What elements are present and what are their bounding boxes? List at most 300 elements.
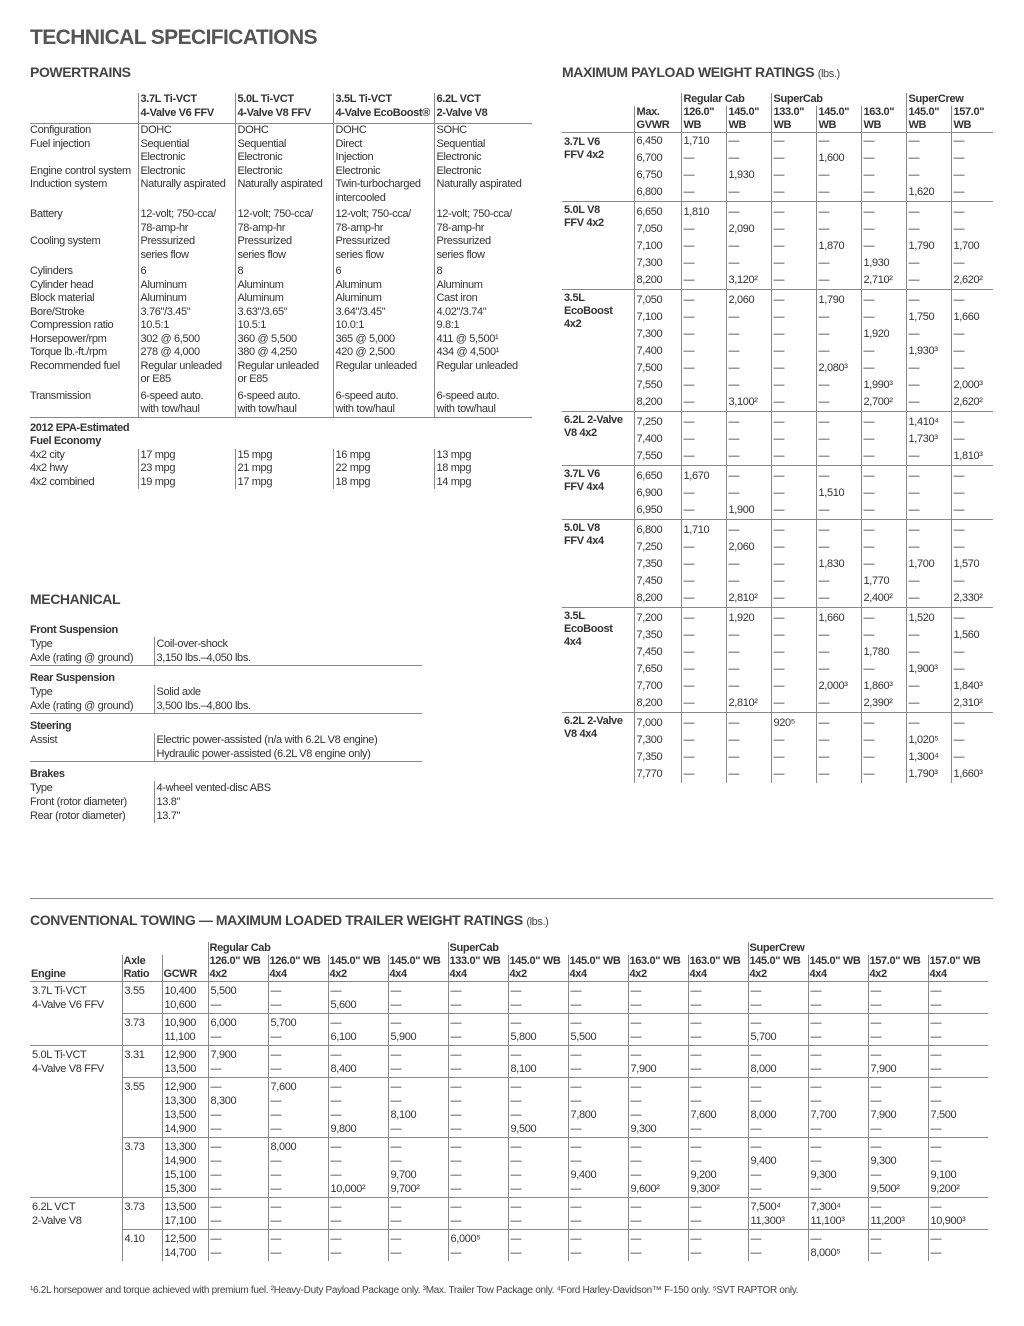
spec-value-line: with tow/haul: [140, 403, 200, 415]
payload-value: —: [771, 255, 816, 272]
mechanical-row: [30, 733, 422, 762]
spec-value-line: Cast iron: [436, 292, 478, 304]
spec-value-line: 12-volt; 750-cca/: [140, 208, 216, 220]
spec-row: [30, 346, 532, 360]
towing-value-line: 7,800: [570, 1109, 597, 1121]
towing-value: [808, 1198, 868, 1230]
payload-value: 2,000³: [816, 678, 861, 695]
towing-value-line: —: [750, 1081, 762, 1093]
payload-row: [562, 466, 993, 486]
payload-value: —: [951, 184, 993, 202]
towing-value-line: —: [270, 1215, 282, 1227]
payload-blank-header: [562, 93, 634, 106]
spec-value-line: DOHC: [237, 124, 269, 136]
payload-value: —: [771, 343, 816, 360]
towing-value-line: —: [390, 1063, 402, 1075]
payload-gvwr: 6,650: [634, 466, 681, 486]
towing-column-header: [628, 955, 688, 982]
spec-value: [434, 138, 532, 165]
towing-value-line: —: [390, 1155, 402, 1167]
spec-value: [138, 306, 235, 320]
towing-value: [448, 1014, 508, 1046]
payload-engine: [562, 412, 634, 466]
towing-value-line: —: [930, 1141, 942, 1153]
towing-value: [688, 1198, 748, 1230]
towing-value-line: —: [270, 1155, 282, 1167]
payload-value: —: [906, 502, 951, 520]
payload-engine-line: FFV 4x4: [564, 535, 604, 547]
payload-engine-line: 6.2L 2-Valve: [564, 715, 623, 727]
payload-value: —: [816, 377, 861, 394]
mechanical-table: [30, 618, 422, 823]
towing-value-line: —: [510, 1215, 522, 1227]
payload-column-header-line: WB: [728, 119, 747, 131]
towing-axle-header-line: Ratio: [123, 968, 150, 980]
payload-row: [562, 520, 993, 540]
payload-value: —: [726, 520, 771, 540]
towing-value-line: —: [930, 1063, 942, 1075]
spec-value: [434, 390, 532, 418]
payload-value: —: [681, 556, 726, 573]
towing-value-line: —: [630, 1233, 642, 1245]
payload-value: —: [771, 448, 816, 466]
payload-value: 1,780: [861, 644, 906, 661]
spec-label: Horsepower/rpm: [30, 332, 107, 345]
payload-value: 1,750: [906, 309, 951, 326]
payload-value: —: [951, 502, 993, 520]
payload-gvwr-header-line: GVWR: [636, 119, 670, 131]
payload-cab-group: SuperCrew: [906, 93, 993, 106]
spec-row: [30, 319, 532, 333]
towing-blank-header: [30, 942, 122, 955]
payload-value: 920⁵: [771, 713, 816, 733]
payload-value: —: [771, 326, 816, 343]
towing-value-line: —: [270, 1095, 282, 1107]
towing-value-line: —: [390, 1247, 402, 1259]
engine-header-line: 4-Valve V6 FFV: [140, 106, 214, 119]
towing-value: [928, 1046, 988, 1078]
payload-value: —: [816, 448, 861, 466]
towing-engine: [30, 982, 122, 1046]
spec-value-line: Electronic: [436, 151, 482, 163]
payload-value: 3,100²: [726, 394, 771, 412]
towing-value: [748, 1078, 808, 1138]
payload-value: 1,710: [681, 520, 726, 540]
mechanical-label: Front (rotor diameter): [30, 796, 127, 808]
towing-value: [208, 1014, 268, 1046]
payload-gvwr: 8,200: [634, 590, 681, 608]
spec-value-line: Pressurized: [436, 235, 491, 247]
towing-value-line: —: [210, 1081, 222, 1093]
payload-column-header-line: WB: [953, 119, 972, 131]
towing-value-line: 9,500: [510, 1123, 537, 1135]
spec-value-line: 78-amp-hr: [335, 221, 384, 234]
payload-value: —: [816, 627, 861, 644]
towing-value-line: —: [930, 1031, 942, 1043]
payload-value: —: [726, 360, 771, 377]
spec-value: [333, 306, 434, 320]
payload-gvwr: 7,300: [634, 732, 681, 749]
towing-column-header-line: 145.0" WB: [329, 955, 381, 967]
payload-engine: [562, 202, 634, 290]
payload-value: —: [861, 133, 906, 151]
mechanical-group-row: [30, 762, 422, 782]
payload-value: 1,810³: [951, 448, 993, 466]
towing-value: [388, 1138, 448, 1198]
spec-value: [235, 208, 333, 235]
towing-column-header-line: 4x4: [569, 968, 587, 980]
towing-column-header-line: 145.0" WB: [809, 955, 861, 967]
payload-column-header-line: WB: [773, 119, 792, 131]
towing-value-line: —: [510, 999, 522, 1011]
payload-gvwr: 7,300: [634, 326, 681, 343]
towing-value-line: 7,900: [870, 1109, 897, 1121]
spec-value: [434, 306, 532, 320]
payload-value: —: [906, 255, 951, 272]
towing-column-header-line: 4x2: [209, 968, 227, 980]
spec-value: [235, 178, 333, 208]
powertrains-heading: POWERTRAINS: [30, 64, 131, 80]
towing-value-line: —: [270, 1183, 282, 1195]
spec-value: [235, 390, 333, 418]
towing-value-line: —: [270, 1063, 282, 1075]
payload-column-header: [726, 106, 771, 133]
payload-value: —: [726, 766, 771, 783]
towing-engine-line: 2-Valve V8: [32, 1215, 82, 1227]
payload-value: —: [681, 448, 726, 466]
payload-value: —: [906, 485, 951, 502]
towing-value-line: —: [810, 1081, 822, 1093]
mechanical-label: Axle (rating @ ground): [30, 700, 134, 712]
spec-value: [333, 390, 434, 418]
towing-value-line: —: [690, 1123, 702, 1135]
towing-value-line: —: [570, 1247, 582, 1259]
payload-value: —: [861, 502, 906, 520]
payload-value: —: [906, 377, 951, 394]
towing-value-line: —: [930, 1123, 942, 1135]
towing-gcwr-header: GCWR: [162, 955, 208, 982]
towing-value-line: —: [930, 1017, 942, 1029]
towing-gcwr-value: 14,900: [164, 1155, 197, 1167]
towing-gcwr-value: 14,700: [164, 1247, 197, 1259]
towing-value-line: —: [390, 1049, 402, 1061]
payload-value: —: [816, 644, 861, 661]
payload-gvwr: 8,200: [634, 394, 681, 412]
towing-value-line: —: [510, 1155, 522, 1167]
payload-value: —: [681, 627, 726, 644]
spec-value-line: Aluminum: [436, 278, 483, 291]
towing-value: [508, 982, 568, 1014]
towing-column-header-row: [30, 955, 988, 982]
mechanical-value-line: 4-wheel vented-disc ABS: [156, 782, 271, 794]
payload-value: 1,300⁴: [906, 749, 951, 766]
towing-value-line: —: [450, 1081, 462, 1093]
spec-value: [434, 235, 532, 265]
towing-gcwr: [162, 1078, 208, 1138]
payload-value: —: [771, 644, 816, 661]
towing-value-line: —: [390, 985, 402, 997]
spec-value-line: Twin-turbocharged: [335, 178, 421, 190]
payload-column-header: [816, 106, 861, 133]
towing-value: [208, 1198, 268, 1230]
spec-value-line: Aluminum: [335, 292, 382, 304]
payload-value: —: [951, 749, 993, 766]
payload-value: —: [861, 539, 906, 556]
spec-value-line: or E85: [140, 373, 171, 385]
towing-value: [628, 1138, 688, 1198]
spec-value-line: Electronic: [237, 151, 283, 163]
towing-row: [30, 1046, 988, 1078]
spec-value-line: 3.76"/3.45": [140, 305, 191, 318]
fuel-economy-heading-line: 2012 EPA-Estimated: [30, 421, 130, 434]
towing-value-line: 5,800: [510, 1031, 537, 1043]
spec-value: [434, 265, 532, 279]
spec-value-line: intercooled: [335, 191, 386, 204]
towing-column-header-line: 157.0" WB: [929, 955, 981, 967]
payload-value: —: [816, 221, 861, 238]
payload-value: —: [861, 150, 906, 167]
spec-row: [30, 124, 532, 138]
spec-value-line: Regular unleaded: [237, 359, 319, 372]
towing-value-line: —: [570, 1155, 582, 1167]
towing-value-line: —: [570, 1123, 582, 1135]
payload-value: —: [771, 360, 816, 377]
spec-value-line: Aluminum: [237, 278, 284, 291]
payload-value: —: [771, 184, 816, 202]
towing-value-line: —: [330, 1109, 342, 1121]
spec-value: [333, 124, 434, 138]
towing-value-line: —: [510, 1233, 522, 1245]
payload-column-header-line: WB: [818, 119, 837, 131]
towing-value: [928, 982, 988, 1014]
towing-value: [328, 1198, 388, 1230]
payload-value: —: [951, 221, 993, 238]
towing-value-line: —: [450, 1215, 462, 1227]
payload-gvwr: 7,770: [634, 766, 681, 783]
payload-value: —: [951, 520, 993, 540]
payload-value: —: [861, 238, 906, 255]
towing-value-line: 8,000⁵: [810, 1247, 841, 1259]
payload-value: —: [681, 326, 726, 343]
spec-value-line: Regular unleaded: [436, 359, 518, 372]
towing-value-line: —: [450, 1169, 462, 1181]
towing-value-line: 9,100: [930, 1169, 957, 1181]
towing-value: [328, 1230, 388, 1262]
payload-value: —: [951, 573, 993, 590]
towing-axle-ratio: 3.55: [122, 1078, 162, 1138]
payload-column-header-line: WB: [908, 119, 927, 131]
spec-value-line: 9.8:1: [436, 319, 460, 331]
towing-value: [568, 1230, 628, 1262]
payload-value: 2,310²: [951, 695, 993, 713]
spec-value-line: Electronic: [335, 164, 381, 177]
mechanical-value: [154, 699, 422, 714]
payload-column-header-line: 163.0": [863, 106, 895, 118]
payload-value: —: [726, 556, 771, 573]
fuel-economy-heading-row: [30, 417, 532, 449]
towing-value: [868, 982, 928, 1014]
towing-value-line: —: [810, 1123, 822, 1135]
fuel-economy-row: [30, 449, 532, 490]
towing-value: [928, 1078, 988, 1138]
payload-value: 2,810²: [726, 695, 771, 713]
towing-value-line: —: [930, 999, 942, 1011]
spec-value-line: with tow/haul: [335, 403, 395, 415]
towing-value-line: 9,400: [570, 1169, 597, 1181]
towing-value-line: —: [390, 1201, 402, 1213]
payload-value: —: [816, 272, 861, 290]
towing-value-line: 11,100³: [810, 1215, 845, 1227]
payload-value: —: [861, 661, 906, 678]
payload-value: —: [681, 290, 726, 310]
payload-value: —: [816, 412, 861, 432]
towing-value: [268, 1046, 328, 1078]
towing-value-line: —: [630, 1247, 642, 1259]
towing-value-line: 7,500: [930, 1109, 957, 1121]
towing-value-line: —: [390, 1233, 402, 1245]
payload-value: —: [906, 167, 951, 184]
footnote: ¹6.2L horsepower and torque achieved with premium fuel. ²Heavy-Duty Payload Package only. ³Max. Trailer Tow Package only. ⁴Ford Harley-Davidson™ F-150 only. ⁵SVT RAPTOR only.: [30, 1285, 799, 1296]
spec-value: [235, 279, 333, 293]
payload-gvwr: 7,250: [634, 412, 681, 432]
towing-gcwr-value: 17,100: [164, 1215, 197, 1227]
spec-value: [138, 165, 235, 179]
spec-value: [333, 165, 434, 179]
payload-value: —: [861, 520, 906, 540]
towing-value-line: —: [690, 1095, 702, 1107]
fuel-economy-value: 13 mpg: [436, 448, 472, 461]
mechanical-value-line: Electric power-assisted (n/a with 6.2L V8 engine): [156, 734, 378, 746]
payload-value: —: [771, 556, 816, 573]
engine-header: [138, 93, 235, 124]
towing-row: [30, 982, 988, 1014]
payload-gvwr: 8,200: [634, 272, 681, 290]
payload-column-header-line: 133.0": [773, 106, 805, 118]
payload-value: 1,930³: [906, 343, 951, 360]
spec-value-line: 302 @ 6,500: [140, 332, 200, 345]
spec-value-line: 78-amp-hr: [140, 221, 189, 234]
towing-value-line: —: [690, 1081, 702, 1093]
towing-value-line: —: [570, 1233, 582, 1245]
towing-value-line: —: [810, 1049, 822, 1061]
towing-value-line: —: [510, 1109, 522, 1121]
towing-value-line: —: [510, 1049, 522, 1061]
towing-value: [748, 1046, 808, 1078]
towing-value-line: —: [330, 1095, 342, 1107]
payload-value: —: [906, 627, 951, 644]
towing-value-line: —: [570, 985, 582, 997]
towing-value-line: —: [570, 1063, 582, 1075]
towing-value-line: —: [330, 1049, 342, 1061]
towing-value-line: —: [690, 1233, 702, 1245]
payload-row: [562, 412, 993, 432]
towing-value: [748, 1230, 808, 1262]
payload-value: —: [861, 167, 906, 184]
towing-value-line: —: [510, 985, 522, 997]
towing-value: [688, 1138, 748, 1198]
spec-value-line: Electronic: [237, 164, 283, 177]
towing-value-line: 11,200³: [870, 1215, 905, 1227]
spec-value-line: Naturally aspirated: [140, 178, 226, 190]
spec-value-line: 3.64"/3.45": [335, 305, 386, 318]
towing-value-line: —: [690, 1215, 702, 1227]
towing-value-line: 8,100: [390, 1109, 417, 1121]
payload-value: —: [681, 539, 726, 556]
mechanical-value: [154, 651, 422, 666]
powertrains-label-header: [30, 93, 138, 124]
payload-value: 1,900: [726, 502, 771, 520]
spec-value-line: with tow/haul: [237, 403, 297, 415]
towing-value-line: 5,700: [270, 1017, 297, 1029]
towing-value-line: —: [390, 1215, 402, 1227]
towing-row: [30, 1014, 988, 1046]
payload-value: 1,660: [951, 309, 993, 326]
towing-value-line: —: [750, 1095, 762, 1107]
payload-value: —: [726, 255, 771, 272]
towing-column-header-line: 133.0" WB: [449, 955, 501, 967]
fuel-economy-label: 4x2 hwy: [30, 462, 68, 474]
spec-label: Block material: [30, 292, 95, 304]
payload-value: —: [861, 202, 906, 222]
towing-value-line: —: [810, 1233, 822, 1245]
spec-value-line: 10.0:1: [335, 319, 364, 331]
spec-value-line: Regular unleaded: [140, 359, 222, 372]
payload-value: —: [816, 431, 861, 448]
payload-value: —: [906, 466, 951, 486]
payload-column-header: [771, 106, 816, 133]
towing-unit: (lbs.): [526, 916, 549, 928]
towing-column-header-line: 4x4: [809, 968, 827, 980]
towing-gcwr-value: 13,500: [164, 1063, 197, 1075]
towing-value-line: —: [570, 1183, 582, 1195]
towing-value: [508, 1230, 568, 1262]
towing-column-header: [208, 955, 268, 982]
payload-value: —: [726, 202, 771, 222]
towing-value: [388, 1230, 448, 1262]
fuel-economy-value: 14 mpg: [436, 475, 472, 488]
payload-value: —: [771, 412, 816, 432]
towing-gcwr-value: 12,500: [164, 1233, 197, 1245]
towing-value-line: —: [750, 1049, 762, 1061]
payload-gvwr: 7,350: [634, 749, 681, 766]
towing-value-line: —: [330, 1201, 342, 1213]
payload-gvwr: 6,900: [634, 485, 681, 502]
towing-value-line: —: [210, 1183, 222, 1195]
towing-value-line: —: [450, 1109, 462, 1121]
towing-value-line: —: [390, 1081, 402, 1093]
payload-value: —: [951, 255, 993, 272]
payload-engine-line: V8 4x2: [564, 427, 597, 439]
payload-value: —: [816, 713, 861, 733]
spec-value: [333, 319, 434, 333]
towing-value-line: 8,000: [750, 1109, 777, 1121]
payload-value: 2,090: [726, 221, 771, 238]
payload-column-header-line: WB: [863, 119, 882, 131]
towing-value-line: —: [870, 1169, 882, 1181]
payload-value: —: [681, 695, 726, 713]
payload-value: —: [771, 221, 816, 238]
payload-value: —: [906, 644, 951, 661]
towing-value-line: 9,300: [630, 1123, 657, 1135]
payload-value: —: [816, 167, 861, 184]
towing-value-line: —: [690, 1063, 702, 1075]
payload-column-header-line: WB: [683, 119, 702, 131]
towing-value: [568, 1014, 628, 1046]
towing-value-line: 9,300²: [690, 1183, 720, 1195]
spec-value-line: 8: [237, 265, 244, 277]
payload-value: —: [906, 150, 951, 167]
payload-value: 1,930: [861, 255, 906, 272]
